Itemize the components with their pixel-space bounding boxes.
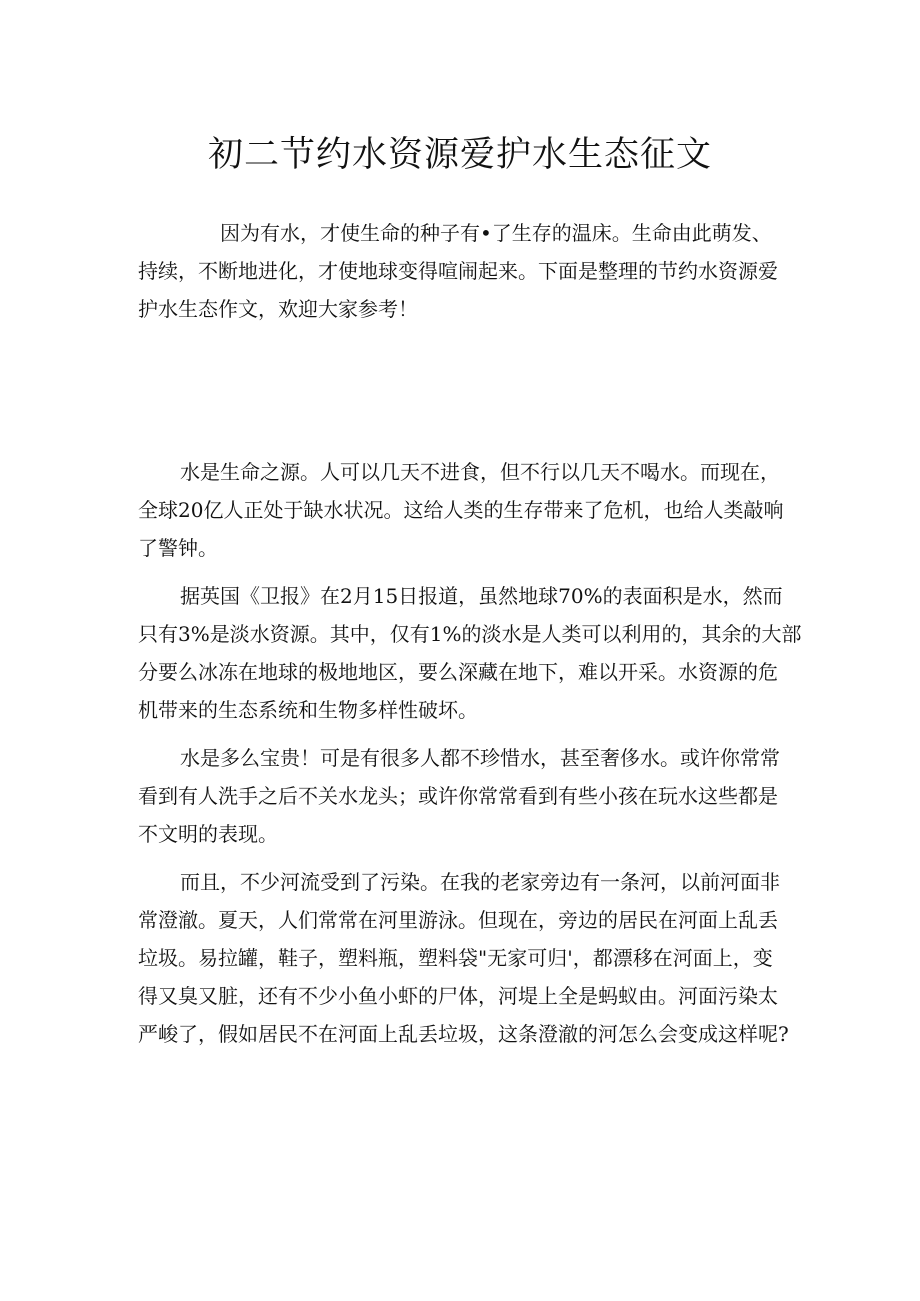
paragraph-line: 据英国《卫报》在2月15日报道，虽然地球70%的表面积是水，然而	[180, 584, 783, 608]
paragraph-line: 分要么冰冻在地球的极地地区，要么深藏在地下，难以开采。水资源的危	[138, 660, 778, 684]
paragraph-line: 得又臭又脏，还有不少小鱼小虾的尸体，河堤上全是蚂蚁由。河面污染太	[138, 984, 778, 1008]
paragraph-line: 而且，不少河流受到了污染。在我的老家旁边有一条河，以前河面非	[180, 870, 780, 894]
intro-paragraph	[138, 214, 788, 328]
paragraph-line: 常澄澈。夏天，人们常常在河里游泳。但现在，旁边的居民在河面上乱丢	[138, 908, 778, 932]
paragraph-line: 看到有人洗手之后不关水龙头；或许你常常看到有些小孩在玩水这些都是	[138, 784, 778, 808]
paragraph-line: 了警钟。	[138, 536, 218, 560]
essay-paragraph	[138, 453, 798, 567]
paragraph-line: 水是多么宝贵！可是有很多人都不珍惜水，甚至奢侈水。或许你常常	[180, 746, 780, 770]
paragraph-line: 严峻了，假如居民不在河面上乱丢垃圾，这条澄澈的河怎么会变成这样呢?	[138, 1022, 789, 1046]
paragraph-line: 水是生命之源。人可以几天不进食，但不行以几天不喝水。而现在，	[180, 460, 780, 484]
intro-line: 因为有水，才使生命的种子有•了生存的温床。生命由此萌发、	[220, 221, 772, 245]
paragraph-line: 机带来的生态系统和生物多样性破坏。	[138, 698, 478, 722]
essay-paragraph	[138, 577, 802, 729]
essay-paragraph	[138, 739, 798, 853]
paragraph-line: 不文明的表现。	[138, 822, 278, 846]
paragraph-line: 只有3%是淡水资源。其中，仅有1%的淡水是人类可以利用的，其余的大部	[138, 622, 802, 646]
document-title: 初二节约水资源爱护水生态征文	[207, 135, 712, 175]
intro-line: 持续，不断地进化，才使地球变得喧闹起来。下面是整理的节约水资源爱	[138, 259, 778, 283]
intro-line: 护水生态作文，欢迎大家参考！	[138, 297, 418, 321]
essay-body	[138, 453, 802, 1063]
essay-paragraph	[138, 863, 798, 1053]
paragraph-line: 垃圾。易拉罐，鞋子，塑料瓶，塑料袋"无家可归'，都漂移在河面上，变	[138, 946, 773, 970]
paragraph-line: 全球20亿人正处于缺水状况。这给人类的生存带来了危机，也给人类敲响	[138, 498, 784, 522]
